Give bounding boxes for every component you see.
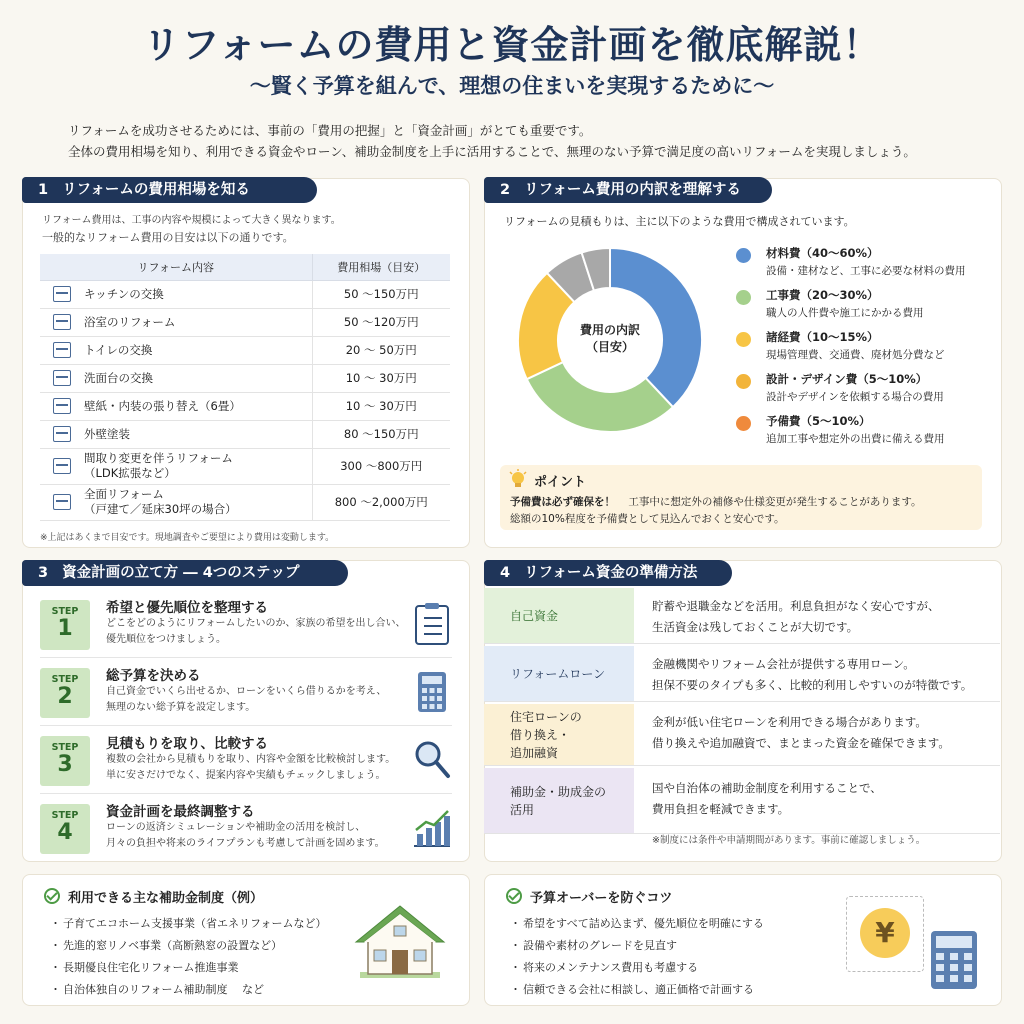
funding-label-text (510, 665, 605, 683)
step-number: 4 (57, 820, 73, 845)
section-3-title: 資金計画の立て方 ― 4つのステップ (62, 565, 300, 581)
funding-desc-line-1: 金利が低い住宅ローンを利用できる場合があります。 (652, 715, 927, 729)
row-price: 80 〜150万円 (312, 420, 450, 448)
clipboard-checklist-icon (412, 602, 452, 646)
legend-title: 予備費（5〜10%） (766, 414, 871, 428)
magnifier-icon (412, 738, 452, 782)
section-2-number: 2 (500, 182, 511, 198)
page-subtitle: 〜賢く予算を組んで、理想の住まいを実現するために〜 (249, 74, 775, 98)
step-number: 1 (57, 616, 73, 641)
intro-line-2: 全体の費用相場を知り、利用できる資金やローン、補助金制度を上手に活用することで、無理のない予算で満足度の高いリフォームを実現しましょう。 (68, 144, 916, 159)
row-name (84, 448, 312, 484)
subsidy-item: ・ 自治体独自のリフォーム補助制度 など (50, 981, 264, 997)
row-name-line-1: キッチンの交換 (84, 286, 164, 301)
section-1-title: リフォームの費用相場を知る (62, 182, 250, 198)
row-icon-cell (40, 364, 84, 392)
table-row (40, 448, 450, 484)
row-name-line-1: 浴室のリフォーム (84, 314, 176, 329)
row-name-line-2: （LDK拡張など） (84, 466, 176, 480)
table-row (40, 364, 450, 392)
step-title: 見積もりを取り、比較する (106, 736, 268, 752)
calculator-icon (412, 670, 452, 714)
yen-coin-icon (860, 908, 910, 958)
funding-label-line-1: リフォームローン (510, 666, 606, 681)
step-desc-line-2: 月々の負担や将来のライフプランも考慮して計画を固めます。 (106, 838, 385, 849)
step-desc-line-1: どこをどのようにリフォームしたいのか、家族の希望を出し合い、 (106, 618, 406, 629)
funding-desc (652, 778, 882, 820)
step-desc-line-2: 無理のない総予算を設定します。 (106, 702, 256, 713)
point-line-1-text: 工事中に想定外の補修や仕様変更が発生することがあります。 (628, 496, 922, 508)
table-row (40, 420, 450, 448)
step-desc-line-2: 優先順位をつけましょう。 (106, 634, 226, 645)
section-1-desc-line-2: 一般的なリフォーム費用の目安は以下の通りです。 (42, 231, 294, 244)
row-name-line-2: （戸建て／延床30坪の場合） (84, 502, 237, 516)
legend-dot (736, 290, 751, 305)
wallpaper-icon (53, 398, 71, 414)
section-4-title: リフォーム資金の準備方法 (524, 565, 698, 581)
tips-title: 予算オーバーを防ぐコツ (530, 891, 673, 906)
step-label: STEP (51, 606, 79, 617)
point-line-1 (510, 494, 922, 509)
subsidy-item: ・ 先進的窓リノベ事業（高断熱窓の設置など） (50, 937, 282, 953)
legend-item (736, 371, 1006, 411)
section-2-heading (484, 177, 772, 203)
tips-item: ・ 信頼できる会社に相談し、適正価格で計画する (510, 981, 754, 997)
green-house-icon (352, 898, 448, 982)
step-badge (40, 600, 90, 650)
growth-chart-icon (412, 806, 452, 850)
legend-title: 設計・デザイン費（5〜10%） (766, 372, 928, 386)
legend-dot (736, 248, 751, 263)
legend-item (736, 287, 1006, 327)
funding-desc-line-2: 費用負担を軽減できます。 (652, 802, 790, 816)
section-1-note: ※上記はあくまで目安です。現地調査やご要望により費用は変動します。 (40, 533, 335, 543)
funding-label-line-3: 追加融資 (510, 745, 559, 760)
legend-dot (736, 332, 751, 347)
step-label: STEP (51, 674, 79, 685)
funding-label (484, 588, 634, 643)
funding-label (484, 704, 634, 765)
yen-symbol: ¥ (875, 916, 895, 949)
legend-desc: 追加工事や想定外の出費に備える費用 (766, 433, 945, 445)
row-price: 10 〜 30万円 (312, 364, 450, 392)
funding-desc-line-2: 借り換えや追加融資で、まとまった資金を確保できます。 (652, 736, 950, 750)
washbasin-icon (53, 370, 71, 386)
row-name (84, 420, 312, 448)
toilet-icon (53, 342, 71, 358)
row-price: 50 〜120万円 (312, 308, 450, 336)
section-3-heading (22, 560, 348, 586)
funding-row (484, 704, 1000, 766)
check-icon (506, 888, 522, 904)
row-price: 20 〜 50万円 (312, 336, 450, 364)
tips-item: ・ 将来のメンテナンス費用も考慮する (510, 959, 698, 975)
subsidy-item: ・ 長期優良住宅化リフォーム推進事業 (50, 959, 238, 975)
funding-label-text (510, 783, 606, 819)
step-title: 総予算を決める (106, 668, 201, 684)
legend-dot (736, 416, 751, 431)
step-number: 3 (57, 752, 73, 777)
page-title: リフォームの費用と資金計画を徹底解説！ (142, 23, 882, 67)
step-row (40, 596, 452, 658)
section-4-heading (484, 560, 732, 586)
row-price: 50 〜150万円 (312, 280, 450, 308)
legend-item (736, 245, 1006, 285)
table-row (40, 484, 450, 520)
bathtub-icon (53, 314, 71, 330)
section-2-title: リフォーム費用の内訳を理解する (524, 182, 741, 198)
step-row (40, 664, 452, 726)
row-name (84, 280, 312, 308)
funding-row (484, 646, 1000, 702)
funding-label (484, 768, 634, 833)
legend-title: 諸経費（10〜15%） (766, 330, 879, 344)
row-icon-cell (40, 420, 84, 448)
step-row (40, 732, 452, 794)
legend-desc: 設計やデザインを依頼する場合の費用 (766, 391, 944, 403)
row-name-line-1: トイレの交換 (84, 342, 153, 357)
intro-text (68, 120, 968, 162)
step-desc (106, 616, 406, 648)
step-title: 資金計画を最終調整する (106, 804, 255, 820)
funding-label (484, 646, 634, 701)
row-name (84, 364, 312, 392)
table-row (40, 280, 450, 308)
funding-label-line-2: 借り換え・ (510, 727, 571, 742)
funding-label-line-1: 自己資金 (510, 608, 559, 623)
row-name-line-1: 壁紙・内装の張り替え（6畳） (84, 398, 241, 413)
step-desc-line-2: 単に安さだけでなく、提案内容や実績もチェックしましょう。 (106, 770, 386, 781)
step-desc (106, 752, 406, 784)
funding-row (484, 768, 1000, 834)
legend-title: 材料費（40〜60%） (766, 246, 879, 260)
step-badge (40, 804, 90, 854)
check-icon (44, 888, 60, 904)
legend-dot (736, 374, 751, 389)
row-price: 300 〜800万円 (312, 448, 450, 484)
section-1-desc-line-1: リフォーム費用は、工事の内容や規模によって大きく異なります。 (42, 215, 341, 226)
section-1-heading (22, 177, 317, 203)
step-badge (40, 668, 90, 718)
point-line-2: 総額の10%程度を予備費として見込んでおくと安心です。 (510, 513, 785, 525)
step-row (40, 800, 452, 862)
point-line-1-bold: 予備費は必ず確保を！ (510, 496, 615, 508)
intro-line-1: リフォームを成功させるためには、事前の「費用の把握」と「資金計画」がとても重要です。 (68, 123, 592, 138)
step-label: STEP (51, 742, 79, 753)
step-desc (106, 820, 406, 852)
funding-desc (652, 712, 950, 754)
section-3-number: 3 (38, 565, 49, 581)
funding-desc-line-1: 国や自治体の補助金制度を利用することで、 (652, 781, 882, 795)
row-icon-cell (40, 308, 84, 336)
row-name-line-1: 洗面台の交換 (84, 370, 153, 385)
step-desc-line-1: 複数の会社から見積もりを取り、内容や金額を比較検討します。 (106, 754, 396, 765)
section-2-desc: リフォームの見積もりは、主に以下のような費用で構成されています。 (504, 215, 855, 228)
funding-desc-line-2: 生活資金は残しておくことが大切です。 (652, 620, 859, 634)
col-content-header: リフォーム内容 (40, 254, 312, 280)
floorplan-icon (53, 458, 71, 474)
row-icon-cell (40, 448, 84, 484)
legend-title: 工事費（20〜30%） (766, 288, 879, 302)
kitchen-icon (53, 286, 71, 302)
funding-row (484, 588, 1000, 644)
subsidy-item: ・ 子育てエコホーム支援事業（省エネリフォームなど） (50, 915, 326, 931)
legend-item (736, 413, 1006, 453)
step-desc (106, 684, 406, 716)
lightbulb-icon (508, 469, 528, 491)
full-house-icon (53, 494, 71, 510)
section-1-desc (42, 212, 462, 246)
funding-label-line-2: 活用 (510, 802, 535, 817)
row-name (84, 308, 312, 336)
step-badge (40, 736, 90, 786)
funding-desc (652, 596, 940, 638)
donut-center-label (560, 322, 660, 356)
house-exterior-icon (53, 426, 71, 442)
section-1-number: 1 (38, 182, 49, 198)
table-row (40, 336, 450, 364)
step-number: 2 (57, 684, 73, 709)
legend-desc: 職人の人件費や施工にかかる費用 (766, 307, 924, 319)
funding-label-text (510, 708, 582, 762)
step-desc-line-1: ローンの返済シミュレーションや補助金の活用を検討し、 (106, 822, 366, 833)
funding-label-text (510, 607, 558, 625)
row-icon-cell (40, 280, 84, 308)
funding-desc-line-1: 金融機関やリフォーム会社が提供する専用ローン。 (652, 657, 915, 671)
row-name-line-1: 全面リフォーム (84, 487, 164, 501)
cost-table (40, 254, 450, 521)
row-name-line-1: 間取り変更を伴うリフォーム (84, 451, 233, 465)
col-price-header: 費用相場（目安） (312, 254, 450, 280)
step-desc-line-1: 自己資金でいくら出せるか、ローンをいくら借りるかを考え、 (106, 686, 387, 697)
row-name (84, 484, 312, 520)
funding-desc-line-1: 貯蓄や退職金などを活用。利息負担がなく安心ですが、 (652, 599, 940, 613)
legend-item (736, 329, 1006, 369)
row-price: 800 〜2,000万円 (312, 484, 450, 520)
step-label: STEP (51, 810, 79, 821)
subsidy-title: 利用できる主な補助金制度（例） (68, 891, 264, 906)
legend-desc: 設備・建材など、工事に必要な材料の費用 (766, 265, 966, 277)
donut-center-line-2: （目安） (585, 340, 634, 354)
step-title: 希望と優先順位を整理する (106, 600, 268, 616)
row-name-line-1: 外壁塗装 (84, 426, 130, 441)
section-4-note: ※制度には条件や申請期間があります。事前に確認しましょう。 (652, 835, 926, 846)
row-name (84, 336, 312, 364)
table-row (40, 308, 450, 336)
legend-desc: 現場管理費、交通費、廃材処分費など (766, 349, 945, 361)
funding-label-line-1: 住宅ローンの (510, 709, 582, 724)
calculator-icon (930, 930, 978, 990)
point-label: ポイント (534, 475, 587, 490)
section-4-number: 4 (500, 565, 511, 581)
funding-label-line-1: 補助金・助成金の (510, 784, 607, 799)
row-icon-cell (40, 484, 84, 520)
funding-desc-line-2: 担保不要のタイプも多く、比較的利用しやすいのが特徴です。 (652, 678, 973, 692)
tips-item: ・ 希望をすべて詰め込まず、優先順位を明確にする (510, 915, 764, 931)
row-name (84, 392, 312, 420)
funding-desc (652, 654, 972, 696)
table-row (40, 392, 450, 420)
point-box (500, 465, 982, 530)
tips-item: ・ 設備や素材のグレードを見直す (510, 937, 677, 953)
row-price: 10 〜 30万円 (312, 392, 450, 420)
donut-center-line-1: 費用の内訳 (579, 323, 640, 337)
row-icon-cell (40, 336, 84, 364)
row-icon-cell (40, 392, 84, 420)
